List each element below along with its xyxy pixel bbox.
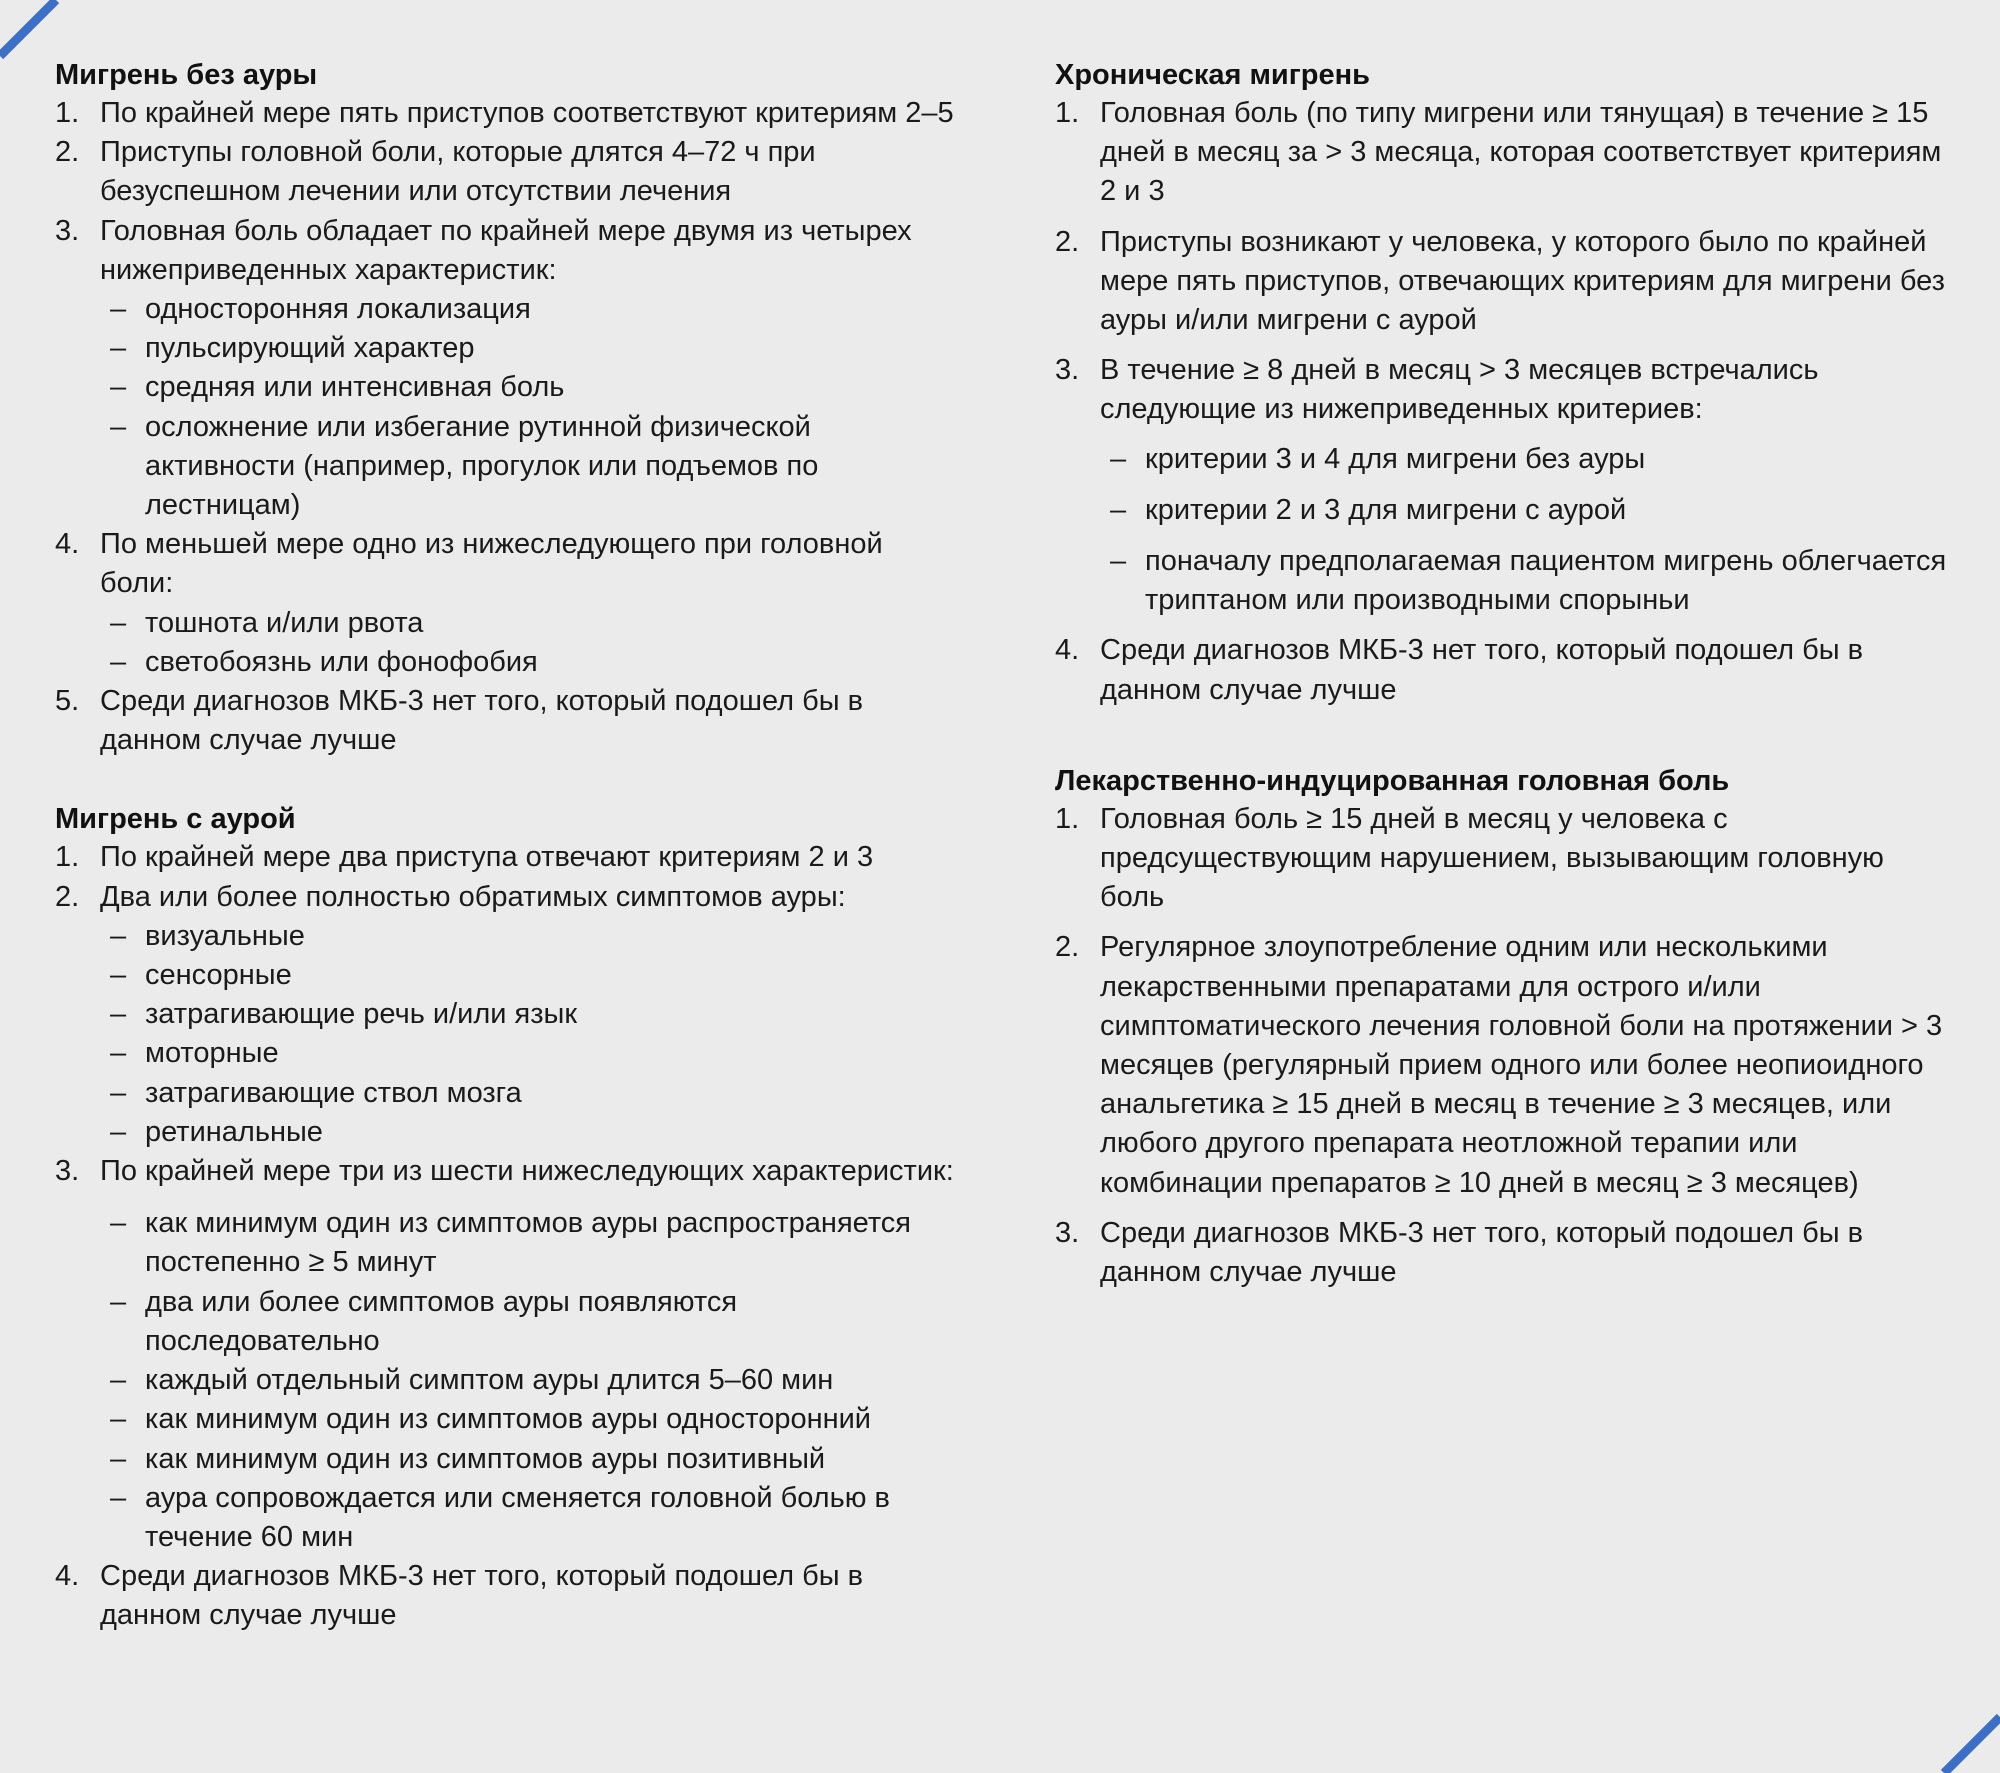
criteria-item xyxy=(55,525,955,682)
sub-list xyxy=(100,917,955,1152)
sub-list xyxy=(100,290,955,525)
section-migraine-with-aura xyxy=(55,800,955,1635)
criteria-item xyxy=(1055,1214,1955,1292)
item-number: 3. xyxy=(1055,1216,1080,1249)
sub-list xyxy=(100,1204,955,1557)
sub-item: – средняя или интенсивная боль xyxy=(110,371,565,404)
sub-item: – аура сопровождается или сменяется головной болью в течение 60 мин xyxy=(110,1481,890,1553)
sub-item: – критерии 2 и 3 для мигрени с аурой xyxy=(1110,493,1627,526)
item-number: 1. xyxy=(55,97,80,129)
criteria-item xyxy=(55,94,955,133)
item-text: Головная боль обладает по крайней мере двумя из четырех нижеприведенных характеристик: xyxy=(100,214,912,286)
criteria-item xyxy=(55,1152,955,1557)
item-text: Головная боль ≥ 15 дней в месяц у человека с предсуществующим нарушением, вызывающим головную боль xyxy=(1100,802,1884,914)
sub-item: – визуальные xyxy=(110,919,305,952)
item-number: 2. xyxy=(55,880,80,913)
item-number: 2. xyxy=(55,136,80,169)
sub-item: – как минимум один из симптомов ауры распространяется постепенно ≥ 5 минут xyxy=(110,1207,911,1279)
corner-accent-bottom-right xyxy=(1940,1713,2000,1773)
section-title: Лекарственно-индуцированная головная боль xyxy=(1055,764,1730,797)
item-number: 5. xyxy=(55,685,80,718)
item-number: 2. xyxy=(1055,225,1080,258)
sub-item: – тошнота и/или рвота xyxy=(110,606,424,639)
criteria-list xyxy=(1055,94,1955,710)
sub-list xyxy=(1100,440,1955,621)
sub-item: – затрагивающие ствол мозга xyxy=(110,1076,522,1109)
criteria-item xyxy=(1055,351,1955,620)
item-text: Приступы головной боли, которые длятся 4–72 ч при безуспешном лечении или отсутствии лечения xyxy=(100,136,816,208)
criteria-item xyxy=(55,838,955,877)
item-text: Регулярное злоупотребление одним или несколькими лекарственными препаратами для острого и/или симптоматического лечения головной боли на протяжении > 3 месяцев (регулярный прием одного или более неопиоидного анальгетика ≥ 15 дней в месяц в течение ≥ 3 месяцев, или любого другого препарата неотложной терапии или комбинации препаратов ≥ 10 дней в месяц ≥ 3 месяцев) xyxy=(1100,931,1943,1199)
sub-item: – как минимум один из симптомов ауры односторонний xyxy=(110,1403,872,1436)
item-text: Два или более полностью обратимых симптомов ауры: xyxy=(100,880,846,913)
item-number: 4. xyxy=(55,528,80,561)
criteria-item xyxy=(55,133,955,211)
criteria-item xyxy=(55,878,955,1152)
criteria-item xyxy=(1055,223,1955,341)
sub-item: – моторные xyxy=(110,1037,279,1070)
section-title: Мигрень без ауры xyxy=(55,59,318,91)
item-number: 2. xyxy=(1055,931,1080,964)
item-number: 4. xyxy=(1055,634,1080,667)
item-number: 1. xyxy=(1055,802,1080,835)
left-column xyxy=(55,56,955,1636)
sub-item: – сенсорные xyxy=(110,959,292,992)
item-text: Среди диагнозов МКБ-3 нет того, который подошел бы в данном случае лучше xyxy=(100,1560,864,1632)
sub-item: – ретинальные xyxy=(110,1115,323,1148)
item-text: Среди диагнозов МКБ-3 нет того, который подошел бы в данном случае лучше xyxy=(1100,634,1864,706)
sub-item: – затрагивающие речь и/или язык xyxy=(110,998,578,1031)
section-chronic-migraine xyxy=(1055,56,1955,710)
criteria-list xyxy=(55,94,955,760)
sub-item: – как минимум один из симптомов ауры позитивный xyxy=(110,1442,826,1475)
section-title: Хроническая мигрень xyxy=(1055,59,1370,91)
sub-item: – пульсирующий характер xyxy=(110,332,475,365)
item-text: Среди диагнозов МКБ-3 нет того, который подошел бы в данном случае лучше xyxy=(100,685,864,757)
sub-item: – осложнение или избегание рутинной физической активности (например, прогулок или подъемов по лестницам) xyxy=(110,410,819,522)
corner-accent-top-left xyxy=(0,0,60,60)
item-number: 3. xyxy=(55,1155,80,1188)
sub-item: – критерии 3 и 4 для мигрени без ауры xyxy=(1110,442,1646,475)
right-column xyxy=(1055,56,1955,1292)
item-number: 1. xyxy=(55,841,80,874)
criteria-item xyxy=(1055,800,1955,918)
sub-item: – поначалу предполагаемая пациентом мигрень облегчается триптаном или производными спорыньи xyxy=(1110,545,1947,617)
criteria-item xyxy=(55,1557,955,1635)
item-text: Головная боль (по типу мигрени или тянущая) в течение ≥ 15 дней в месяц за > 3 месяца, которая соответствует критериям 2 и 3 xyxy=(1100,97,1942,208)
item-text: По крайней мере пять приступов соответствуют критериям 2–5 xyxy=(100,97,954,129)
item-text: По крайней мере два приступа отвечают критериям 2 и 3 xyxy=(100,841,874,874)
criteria-list xyxy=(1055,800,1955,1292)
criteria-item xyxy=(55,212,955,526)
item-text: Среди диагнозов МКБ-3 нет того, который подошел бы в данном случае лучше xyxy=(1100,1216,1864,1289)
item-text: По меньшей мере одно из нижеследующего при головной боли: xyxy=(100,528,883,600)
item-text: По крайней мере три из шести нижеследующих характеристик: xyxy=(100,1155,954,1188)
sub-item: – два или более симптомов ауры появляются последовательно xyxy=(110,1285,738,1357)
item-text: В течение ≥ 8 дней в месяц > 3 месяцев встречались следующие из нижеприведенных критериев: xyxy=(1100,354,1819,426)
criteria-item xyxy=(1055,94,1955,212)
criteria-item xyxy=(1055,631,1955,709)
item-number: 3. xyxy=(55,214,80,247)
item-number: 3. xyxy=(1055,354,1080,387)
sub-list xyxy=(100,604,955,682)
section-medication-overuse-headache xyxy=(1055,762,1955,1292)
section-title: Мигрень с аурой xyxy=(55,803,296,836)
sub-item: – односторонняя локализация xyxy=(110,293,531,326)
item-number: 1. xyxy=(1055,97,1080,129)
section-migraine-without-aura xyxy=(55,56,955,760)
item-number: 4. xyxy=(55,1560,80,1593)
criteria-item xyxy=(55,682,955,760)
sub-item: – каждый отдельный симптом ауры длится 5–60 мин xyxy=(110,1364,834,1397)
criteria-list xyxy=(55,838,955,1635)
sub-item: – светобоязнь или фонофобия xyxy=(110,645,538,678)
criteria-item xyxy=(1055,928,1955,1202)
item-text: Приступы возникают у человека, у которого было по крайней мере пять приступов, отвечающих критериям для мигрени без ауры и/или мигрени с аурой xyxy=(1100,225,1945,337)
